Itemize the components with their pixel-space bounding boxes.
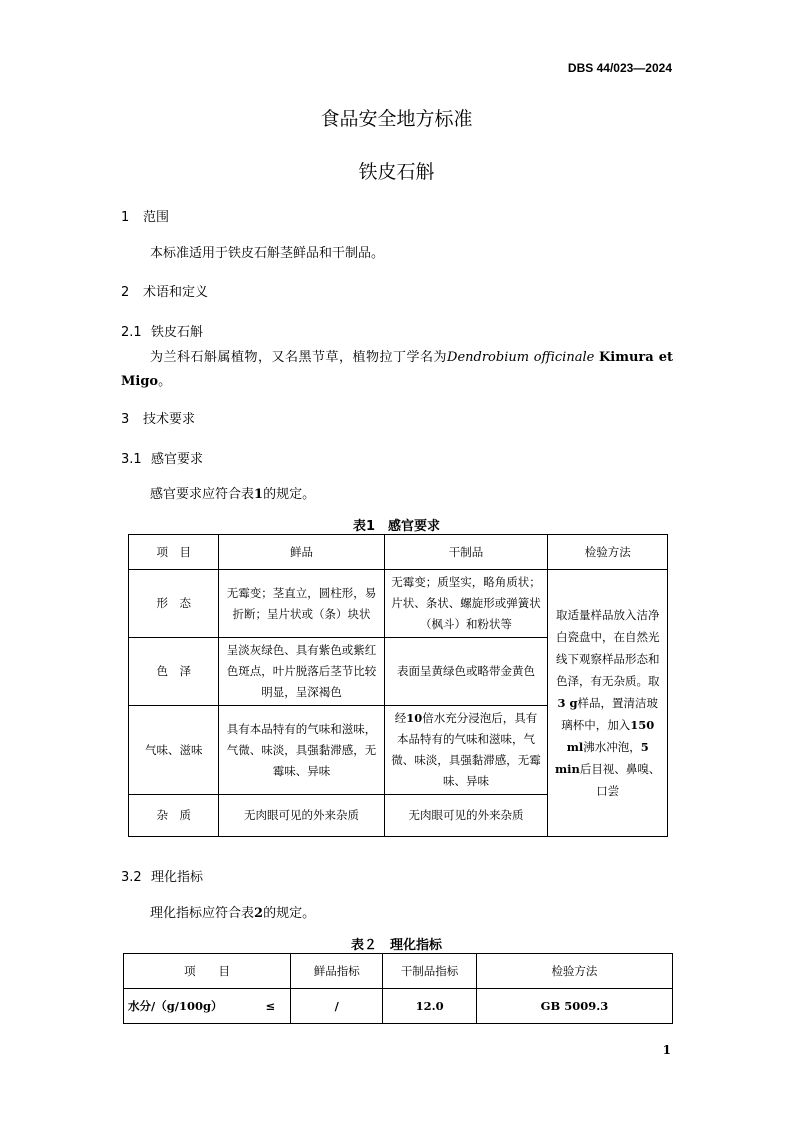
- table-ref: 1: [254, 487, 264, 502]
- row-dried: 12.0: [383, 989, 477, 1024]
- section-1-heading: [121, 206, 169, 225]
- ref-text: 感官要求应符合表: [150, 487, 255, 502]
- header-method: 检验方法: [548, 535, 668, 570]
- section-title: 术语和定义: [143, 285, 209, 300]
- table-header-row: [129, 535, 668, 570]
- document-subtitle: 铁皮石斛: [358, 161, 435, 183]
- header-dried: 干制品: [384, 535, 548, 570]
- item-label: 水分/（g/100g）: [128, 998, 223, 1013]
- section-1-text: 本标准适用于铁皮石斛茎鲜品和干制品。: [150, 246, 385, 261]
- row-item: 色 泽: [129, 638, 219, 706]
- physicochemical-indicators-table: [123, 953, 673, 1024]
- section-title: 感官要求: [151, 452, 204, 467]
- comparison-operator: ≤: [265, 998, 276, 1013]
- latin-author: Kimura et Migo: [121, 350, 673, 389]
- document-title: 食品安全地方标准: [320, 108, 473, 130]
- method-text: 取适量样品放入洁净白瓷盘中，在自然光线下观察样品形态和色泽，有无杂质。取: [555, 608, 660, 688]
- ref-text-end: 的规定。: [263, 906, 316, 921]
- row-fresh: 具有本品特有的气味和滋味，气微、味淡，具强黏滞感，无霉味、异味: [219, 706, 384, 795]
- section-number: 1: [121, 210, 130, 225]
- section-title: 理化指标: [151, 870, 204, 885]
- row-item: [124, 989, 291, 1024]
- section-number: 2: [121, 285, 130, 300]
- section-title: 范围: [143, 210, 170, 225]
- section-number: 3: [121, 412, 130, 427]
- header-fresh: 鲜品: [219, 535, 384, 570]
- section-3-2-text: [121, 902, 673, 926]
- section-title: 铁皮石斛: [151, 325, 204, 340]
- definition-text: 为兰科石斛属植物，又名黑节草，植物拉丁学名为: [150, 350, 448, 365]
- header-dried: 干制品指标: [383, 954, 477, 989]
- section-3-heading: [121, 408, 195, 427]
- row-item: 形 态: [129, 570, 219, 638]
- section-3-1-text: [121, 483, 673, 507]
- standard-code: DBS 44/023—2024: [567, 61, 672, 75]
- table-row: [129, 570, 668, 638]
- section-number: 2.1: [121, 325, 142, 340]
- row-method: GB 5009.3: [476, 989, 672, 1024]
- latin-name: Dendrobium officinale: [447, 350, 595, 365]
- header-method: 检验方法: [476, 954, 672, 989]
- section-2-1-text: [121, 346, 673, 394]
- section-title: 技术要求: [143, 412, 196, 427]
- ref-text-end: 的规定。: [263, 487, 316, 502]
- header-item: 项 目: [129, 535, 219, 570]
- dried-text: 倍水充分浸泡后，具有本品特有的气味和滋味，气微、味淡，具强黏滞感，无霉味、异味: [391, 711, 541, 788]
- section-3-2-heading: [121, 866, 203, 885]
- row-item: 气味、滋味: [129, 706, 219, 795]
- dilution-factor: 10: [406, 711, 423, 725]
- method-text: 沸水冲泡，: [583, 740, 641, 754]
- definition-end: 。: [158, 374, 172, 389]
- table-1-caption: 表1 感官要求: [352, 519, 441, 534]
- header-item: 项 目: [124, 954, 291, 989]
- section-3-1-heading: [121, 448, 203, 467]
- inspection-method: [548, 570, 668, 837]
- row-fresh: 无肉眼可见的外来杂质: [219, 795, 384, 837]
- method-text: 样品，置清洁玻璃杯中，加入: [561, 696, 658, 732]
- section-2-1-heading: [121, 321, 203, 340]
- page-number: 1: [662, 1043, 671, 1057]
- row-dried: 无肉眼可见的外来杂质: [384, 795, 548, 837]
- section-number: 3.2: [121, 870, 142, 885]
- method-volume: 150 ml: [566, 718, 655, 754]
- row-item: 杂 质: [129, 795, 219, 837]
- section-number: 3.1: [121, 452, 142, 467]
- sensory-requirements-table: [128, 534, 668, 837]
- row-dried: [384, 706, 548, 795]
- table-row: [124, 989, 673, 1024]
- header-fresh: 鲜品指标: [291, 954, 383, 989]
- row-fresh: 呈淡灰绿色、具有紫色或紫红色斑点，叶片脱落后茎节比较明显，呈深褐色: [219, 638, 384, 706]
- method-amount: 3 g: [557, 696, 578, 710]
- table-header-row: [124, 954, 673, 989]
- method-time: 5 min: [555, 740, 649, 776]
- method-text: 后目视、鼻嗅、口尝: [579, 762, 661, 798]
- row-dried: 表面呈黄绿色或略带金黄色: [384, 638, 548, 706]
- table-2-caption: 表２ 理化指标: [350, 938, 442, 953]
- ref-text: 理化指标应符合表: [150, 906, 255, 921]
- table-ref: 2: [254, 906, 264, 921]
- row-fresh: /: [291, 989, 383, 1024]
- row-dried: 无霉变；质坚实，略角质状；片状、条状、螺旋形或弹簧状（枫斗）和粉状等: [384, 570, 548, 638]
- section-2-heading: [121, 281, 208, 300]
- row-fresh: 无霉变；茎直立，圆柱形，易折断；呈片状或（条）块状: [219, 570, 384, 638]
- dried-text: 经: [394, 711, 407, 725]
